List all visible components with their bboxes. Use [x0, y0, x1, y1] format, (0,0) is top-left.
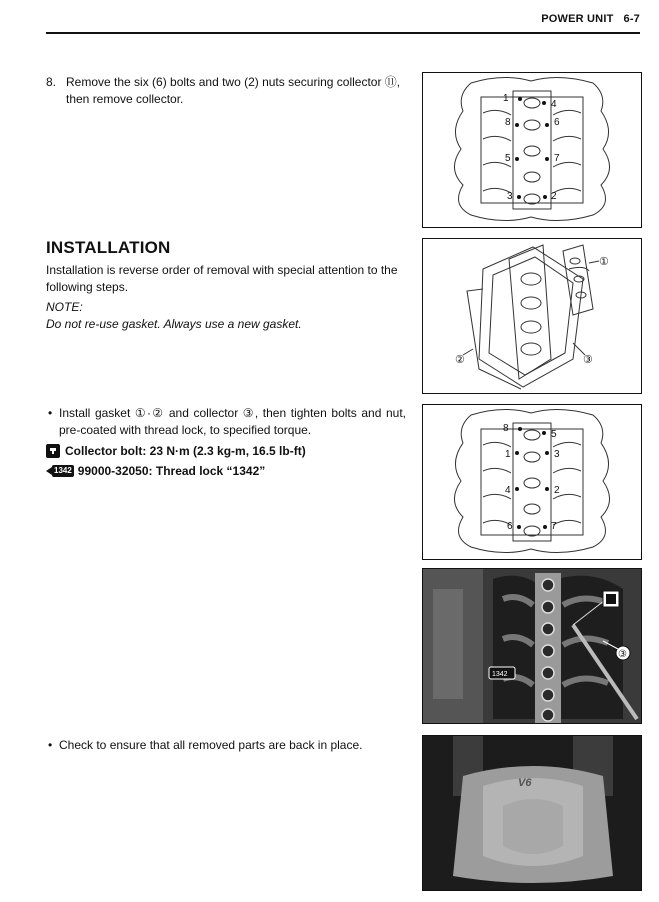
torque-spec [46, 444, 306, 458]
bullet-install-gasket: • Install gasket ①·② and collector ③, then tighten bolts and nut, pre-coated with thread lock, to specified torque. [48, 406, 406, 437]
fig1-label: 7 [554, 153, 560, 164]
step-text: Remove the six (6) bolts and two (2) nuts securing collector ⑪, then remove collector. [66, 75, 401, 106]
threadlock-spec [46, 464, 265, 478]
fig3-label: 2 [554, 485, 560, 496]
bullet-text: Install gasket ①·② and collector ③, then tighten bolts and nut, pre-coated with thread lock, to specified torque. [59, 406, 406, 437]
fig3-label: 8 [503, 423, 509, 434]
manifold-diagram-2 [423, 405, 641, 559]
header-rule [46, 32, 640, 34]
fig1-label: 2 [551, 191, 557, 202]
photo-v6-cover [423, 736, 641, 890]
figure-collector-removal [422, 72, 642, 228]
installation-intro: Installation is reverse order of removal with special attention to the following steps. [46, 263, 398, 294]
header-section: POWER UNIT [541, 13, 614, 25]
page-header [531, 13, 640, 25]
fig3-label: 7 [551, 521, 557, 532]
fig2-label: ② [455, 354, 465, 366]
section-title: INSTALLATION [46, 238, 171, 257]
fig2-label: ③ [583, 354, 593, 366]
torque-spec-text: Collector bolt: 23 N·m (2.3 kg-m, 16.5 lb-ft) [65, 444, 306, 458]
figure-tightening-sequence [422, 404, 642, 560]
step-8 [46, 74, 406, 108]
fig3-label: 5 [551, 429, 557, 440]
fig2-label: ① [599, 256, 609, 268]
gasket-diagram [423, 239, 641, 393]
threadlock-code: 1342 [54, 466, 72, 475]
header-page-number: 6-7 [623, 13, 640, 25]
fig1-label: 6 [554, 117, 560, 128]
photo-manifold-torque [422, 568, 642, 724]
bullet-text: Check to ensure that all removed parts are back in place. [59, 738, 363, 752]
fig1-label: 8 [505, 117, 511, 128]
fig1-label: 1 [503, 93, 509, 104]
fig3-label: 6 [507, 521, 513, 532]
fig1-label: 3 [507, 191, 513, 202]
photo-engine-cover [422, 735, 642, 891]
note-label: NOTE: [46, 300, 83, 314]
photo2-label: V6 [518, 777, 532, 789]
fig1-label: 4 [551, 99, 557, 110]
photo1-label: ③ [618, 649, 627, 660]
step-number: 8. [46, 75, 57, 89]
figure-gasket-exploded [422, 238, 642, 394]
threadlock-spec-text: 99000-32050: Thread lock “1342” [77, 464, 266, 478]
fig3-label: 3 [554, 449, 560, 460]
threadlock-icon [46, 465, 74, 477]
fig3-label: 4 [505, 485, 511, 496]
torque-wrench-icon [46, 444, 60, 458]
photo-engine-manifold [423, 569, 641, 723]
manifold-diagram-1 [423, 73, 641, 227]
note-text: Do not re-use gasket. Always use a new gasket. [46, 317, 302, 331]
photo1-label: 1342 [492, 671, 508, 678]
fig1-label: 5 [505, 153, 511, 164]
fig3-label: 1 [505, 449, 511, 460]
bullet-check-parts: • Check to ensure that all removed parts are back in place. [46, 737, 406, 754]
